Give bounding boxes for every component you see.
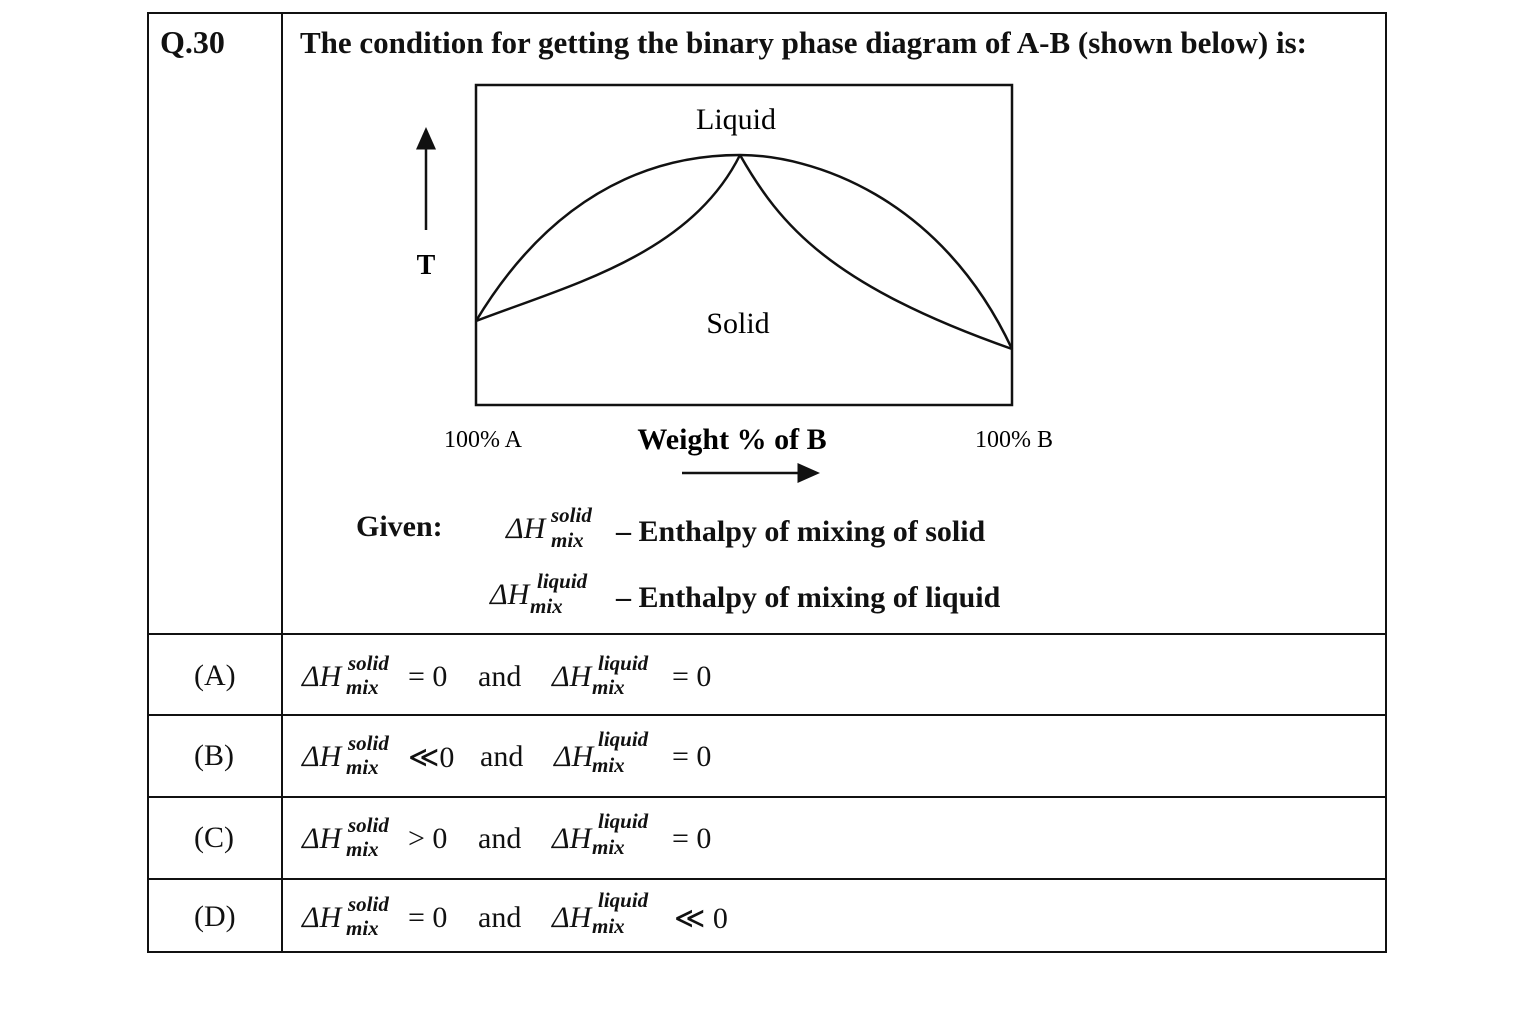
given-description-liquid: – Enthalpy of mixing of liquid: [616, 581, 1001, 614]
superscript-solid: solid: [348, 651, 389, 675]
superscript-liquid: liquid: [537, 569, 588, 593]
table-border-top: [147, 12, 1387, 14]
delta-h-symbol: ΔH: [302, 822, 342, 855]
row-divider: [147, 878, 1387, 880]
option-a-label: (A): [194, 659, 236, 692]
table-border-bottom: [147, 951, 1387, 953]
given-item-solid: [506, 503, 1026, 558]
row-divider: [147, 633, 1387, 635]
row-divider: [147, 796, 1387, 798]
subscript-mix: mix: [530, 594, 563, 618]
liquid-relation: = 0: [672, 822, 712, 855]
phase-diagram: [400, 75, 1080, 495]
subscript-mix: mix: [551, 528, 584, 552]
conjunction: and: [478, 901, 522, 934]
delta-h-symbol: ΔH: [302, 740, 342, 773]
given-description-solid: – Enthalpy of mixing of solid: [616, 515, 986, 548]
x-axis-left-label: 100% A: [444, 427, 522, 453]
conjunction: and: [478, 660, 522, 693]
liquid-relation: = 0: [672, 740, 712, 773]
superscript-liquid: liquid: [598, 727, 649, 751]
given-label: Given:: [356, 510, 443, 543]
row-divider: [147, 714, 1387, 716]
option-d-label: (D): [194, 900, 236, 933]
subscript-mix: mix: [592, 753, 625, 777]
delta-h-symbol: ΔH: [554, 740, 594, 773]
conjunction: and: [480, 740, 524, 773]
delta-h-symbol: ΔH: [490, 578, 530, 611]
superscript-liquid: liquid: [598, 888, 649, 912]
subscript-mix: mix: [592, 835, 625, 859]
solid-relation: > 0: [408, 822, 448, 855]
delta-h-symbol: ΔH: [302, 901, 342, 934]
question-text: The condition for getting the binary phase diagram of A-B (shown below) is:: [300, 25, 1307, 60]
subscript-mix: mix: [592, 914, 625, 938]
solid-relation: = 0: [408, 901, 448, 934]
superscript-liquid: liquid: [598, 809, 649, 833]
y-axis-label: T: [416, 250, 436, 281]
option-b-label: (B): [194, 739, 234, 772]
superscript-liquid: liquid: [598, 651, 649, 675]
x-axis-center-label: Weight % of B: [637, 423, 827, 456]
table-border-left: [147, 12, 149, 953]
conjunction: and: [478, 822, 522, 855]
solidus-curve-right: [740, 155, 1012, 349]
solid-relation: ≪0: [408, 741, 455, 774]
option-c-label: (C): [194, 821, 234, 854]
subscript-mix: mix: [346, 916, 379, 940]
superscript-solid: solid: [551, 503, 592, 527]
superscript-solid: solid: [348, 813, 389, 837]
table-column-divider: [281, 12, 283, 953]
solid-relation: = 0: [408, 660, 448, 693]
delta-h-symbol: ΔH: [302, 660, 342, 693]
given-item-liquid: [490, 569, 1030, 624]
x-axis-right-label: 100% B: [975, 427, 1053, 453]
delta-h-symbol: ΔH: [552, 660, 592, 693]
subscript-mix: mix: [346, 675, 379, 699]
question-number: Q.30: [160, 24, 225, 60]
delta-h-symbol: ΔH: [506, 512, 546, 545]
solidus-curve-left: [476, 155, 740, 321]
subscript-mix: mix: [592, 675, 625, 699]
liquid-relation: ≪ 0: [674, 902, 728, 935]
region-label-solid: Solid: [706, 307, 770, 340]
region-label-liquid: Liquid: [696, 103, 776, 136]
superscript-solid: solid: [348, 892, 389, 916]
liquid-relation: = 0: [672, 660, 712, 693]
subscript-mix: mix: [346, 837, 379, 861]
table-border-right: [1385, 12, 1387, 953]
superscript-solid: solid: [348, 731, 389, 755]
delta-h-symbol: ΔH: [552, 901, 592, 934]
subscript-mix: mix: [346, 755, 379, 779]
delta-h-symbol: ΔH: [552, 822, 592, 855]
